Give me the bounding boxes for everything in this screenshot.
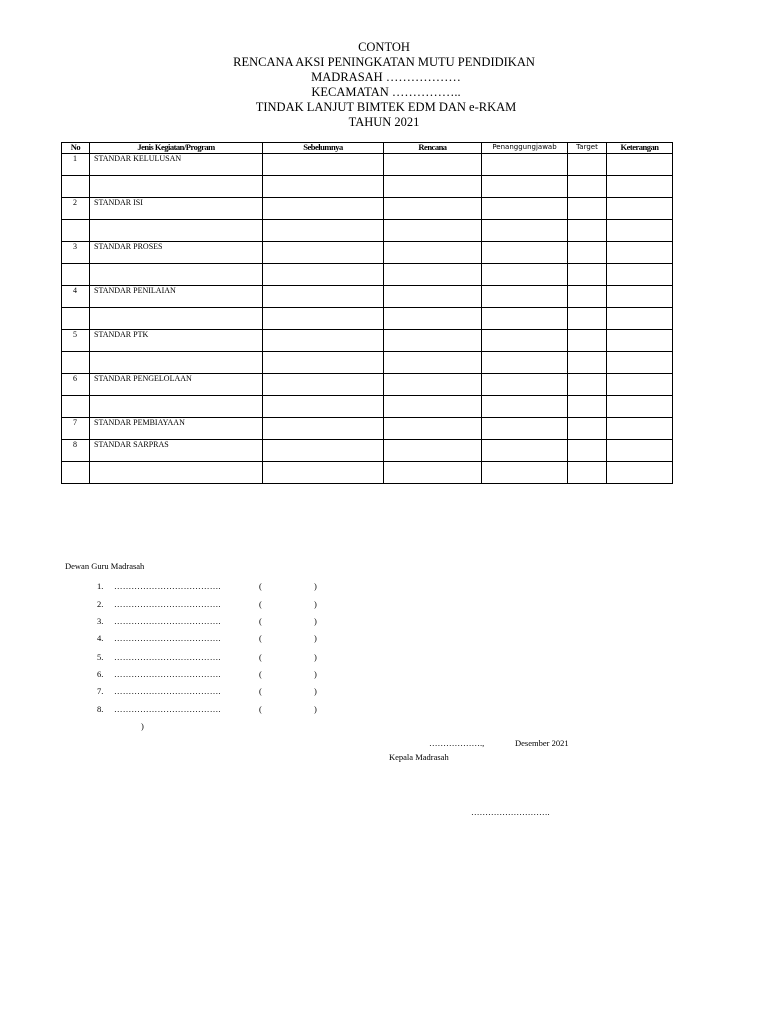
col-header-target: Target: [568, 143, 607, 154]
cell-keterangan: [607, 220, 673, 242]
cell-target: [568, 418, 607, 440]
signature-num: 2.: [97, 599, 104, 609]
row-program: STANDAR PENILAIAN: [90, 286, 263, 308]
signature-paren-open: (: [259, 704, 262, 714]
cell-rencana: [384, 308, 482, 330]
kepala-madrasah-title: Kepala Madrasah: [389, 752, 449, 762]
cell-penanggungjawab: [482, 462, 568, 484]
table-row: [62, 242, 673, 264]
signature-line: [97, 599, 317, 609]
row-program: [90, 308, 263, 330]
cell-sebelumnya: [263, 220, 384, 242]
signature-dots: ……………………………….: [114, 616, 221, 626]
col-header-no: No: [62, 143, 90, 154]
cell-target: [568, 330, 607, 352]
row-no: 5: [62, 330, 90, 352]
signature-paren-open: (: [259, 633, 262, 643]
signature-paren-close: ): [314, 581, 317, 591]
cell-target: [568, 396, 607, 418]
table-row: [62, 286, 673, 308]
cell-sebelumnya: [263, 330, 384, 352]
cell-keterangan: [607, 462, 673, 484]
cell-keterangan: [607, 418, 673, 440]
cell-sebelumnya: [263, 396, 384, 418]
table-header-row: [62, 143, 673, 154]
table-row: [62, 374, 673, 396]
cell-sebelumnya: [263, 154, 384, 176]
cell-rencana: [384, 264, 482, 286]
row-no: [62, 220, 90, 242]
date-text: Desember 2021: [515, 738, 569, 748]
row-program: STANDAR PENGELOLAAN: [90, 374, 263, 396]
table-row: [62, 418, 673, 440]
cell-keterangan: [607, 264, 673, 286]
cell-sebelumnya: [263, 374, 384, 396]
col-header-penanggungjawab: Penanggungjawab: [482, 143, 568, 154]
table-row: [62, 264, 673, 286]
row-no: [62, 308, 90, 330]
cell-sebelumnya: [263, 462, 384, 484]
row-program: STANDAR SARPRAS: [90, 440, 263, 462]
kepala-signature-dots: ……………………….: [471, 807, 550, 817]
cell-keterangan: [607, 374, 673, 396]
signature-dots: ……………………………….: [114, 633, 221, 643]
cell-target: [568, 352, 607, 374]
signature-paren-open: (: [259, 669, 262, 679]
stray-paren: ): [141, 721, 144, 731]
signature-line: [97, 704, 317, 714]
col-header-rencana: Rencana: [384, 143, 482, 154]
signature-paren-open: (: [259, 616, 262, 626]
col-header-jenis-kegiatan: Jenis Kegiatan/Program: [90, 143, 263, 154]
cell-rencana: [384, 440, 482, 462]
cell-target: [568, 308, 607, 330]
cell-target: [568, 264, 607, 286]
table-row: [62, 330, 673, 352]
table-body: [62, 154, 673, 484]
place-dots: ……………….,: [429, 738, 485, 748]
cell-sebelumnya: [263, 440, 384, 462]
cell-keterangan: [607, 308, 673, 330]
signature-paren-close: ): [314, 669, 317, 679]
cell-penanggungjawab: [482, 198, 568, 220]
cell-penanggungjawab: [482, 176, 568, 198]
signature-num: 5.: [97, 652, 104, 662]
signature-paren-close: ): [314, 652, 317, 662]
signature-dots: ……………………………….: [114, 686, 221, 696]
row-program: [90, 352, 263, 374]
cell-penanggungjawab: [482, 264, 568, 286]
row-no: [62, 396, 90, 418]
header-rencana: RENCANA AKSI PENINGKATAN MUTU PENDIDIKAN: [233, 55, 535, 69]
signature-line: [97, 616, 317, 626]
table-row: [62, 220, 673, 242]
document-header: [0, 40, 768, 130]
cell-sebelumnya: [263, 264, 384, 286]
cell-penanggungjawab: [482, 308, 568, 330]
cell-rencana: [384, 286, 482, 308]
action-plan-table: [61, 142, 673, 484]
cell-penanggungjawab: [482, 374, 568, 396]
signature-paren-close: ): [314, 704, 317, 714]
cell-rencana: [384, 154, 482, 176]
row-program: STANDAR KELULUSAN: [90, 154, 263, 176]
row-no: 2: [62, 198, 90, 220]
cell-penanggungjawab: [482, 154, 568, 176]
row-program: [90, 264, 263, 286]
cell-keterangan: [607, 396, 673, 418]
cell-keterangan: [607, 176, 673, 198]
cell-target: [568, 440, 607, 462]
cell-target: [568, 462, 607, 484]
signature-dots: ……………………………….: [114, 669, 221, 679]
cell-rencana: [384, 352, 482, 374]
cell-rencana: [384, 418, 482, 440]
signature-paren-close: ): [314, 599, 317, 609]
cell-target: [568, 176, 607, 198]
row-no: 1: [62, 154, 90, 176]
cell-sebelumnya: [263, 176, 384, 198]
cell-penanggungjawab: [482, 330, 568, 352]
table-row: [62, 176, 673, 198]
cell-rencana: [384, 374, 482, 396]
row-no: [62, 264, 90, 286]
cell-sebelumnya: [263, 198, 384, 220]
header-tindak-lanjut: TINDAK LANJUT BIMTEK EDM DAN e-RKAM: [255, 100, 517, 114]
signature-num: 6.: [97, 669, 104, 679]
signature-paren-open: (: [259, 686, 262, 696]
row-no: [62, 176, 90, 198]
row-program: STANDAR PROSES: [90, 242, 263, 264]
cell-sebelumnya: [263, 352, 384, 374]
cell-sebelumnya: [263, 418, 384, 440]
signature-paren-close: ): [314, 616, 317, 626]
cell-penanggungjawab: [482, 352, 568, 374]
cell-target: [568, 374, 607, 396]
table-row: [62, 462, 673, 484]
col-header-sebelumnya: Sebelumnya: [263, 143, 384, 154]
cell-target: [568, 220, 607, 242]
signature-dots: ……………………………….: [114, 599, 221, 609]
signature-num: 8.: [97, 704, 104, 714]
row-no: [62, 462, 90, 484]
cell-penanggungjawab: [482, 286, 568, 308]
signature-paren-close: ): [314, 686, 317, 696]
row-program: STANDAR PTK: [90, 330, 263, 352]
signature-dots: ……………………………….: [114, 581, 221, 591]
col-header-keterangan: Keterangan: [607, 143, 673, 154]
signature-paren-close: ): [314, 633, 317, 643]
row-program: [90, 462, 263, 484]
cell-keterangan: [607, 440, 673, 462]
cell-rencana: [384, 220, 482, 242]
cell-sebelumnya: [263, 242, 384, 264]
header-tahun: TAHUN 2021: [348, 115, 420, 129]
signature-line: [97, 686, 317, 696]
cell-target: [568, 198, 607, 220]
signature-num: 7.: [97, 686, 104, 696]
signature-paren-open: (: [259, 652, 262, 662]
cell-penanggungjawab: [482, 396, 568, 418]
cell-rencana: [384, 176, 482, 198]
row-program: [90, 396, 263, 418]
signature-num: 1.: [97, 581, 104, 591]
signature-paren-open: (: [259, 599, 262, 609]
row-no: [62, 352, 90, 374]
cell-rencana: [384, 330, 482, 352]
row-program: STANDAR PEMBIAYAAN: [90, 418, 263, 440]
cell-keterangan: [607, 154, 673, 176]
cell-keterangan: [607, 198, 673, 220]
table-row: [62, 396, 673, 418]
row-program: [90, 220, 263, 242]
cell-target: [568, 242, 607, 264]
cell-keterangan: [607, 286, 673, 308]
cell-penanggungjawab: [482, 440, 568, 462]
cell-rencana: [384, 198, 482, 220]
cell-penanggungjawab: [482, 242, 568, 264]
header-contoh: CONTOH: [358, 40, 410, 54]
dewan-guru-title: Dewan Guru Madrasah: [65, 561, 145, 571]
signature-line: [97, 633, 317, 643]
cell-keterangan: [607, 352, 673, 374]
row-no: 7: [62, 418, 90, 440]
place-date-line: [429, 738, 569, 748]
header-madrasah: MADRASAH ………………: [311, 70, 461, 84]
cell-rencana: [384, 396, 482, 418]
cell-keterangan: [607, 330, 673, 352]
signature-dots: ……………………………….: [114, 704, 221, 714]
signature-line: [97, 652, 317, 662]
row-no: 4: [62, 286, 90, 308]
row-no: 6: [62, 374, 90, 396]
cell-penanggungjawab: [482, 418, 568, 440]
row-no: 8: [62, 440, 90, 462]
table-row: [62, 154, 673, 176]
cell-rencana: [384, 242, 482, 264]
signature-num: 4.: [97, 633, 104, 643]
signature-num: 3.: [97, 616, 104, 626]
row-program: [90, 176, 263, 198]
table-row: [62, 352, 673, 374]
header-kecamatan: KECAMATAN ……………..: [311, 85, 461, 99]
row-no: 3: [62, 242, 90, 264]
signature-line: [97, 669, 317, 679]
cell-sebelumnya: [263, 286, 384, 308]
signature-paren-open: (: [259, 581, 262, 591]
signature-line: [97, 581, 317, 591]
row-program: STANDAR ISI: [90, 198, 263, 220]
cell-penanggungjawab: [482, 220, 568, 242]
signature-dots: ……………………………….: [114, 652, 221, 662]
cell-sebelumnya: [263, 308, 384, 330]
table-row: [62, 440, 673, 462]
cell-target: [568, 154, 607, 176]
cell-target: [568, 286, 607, 308]
table-row: [62, 198, 673, 220]
table-row: [62, 308, 673, 330]
cell-rencana: [384, 462, 482, 484]
cell-keterangan: [607, 242, 673, 264]
